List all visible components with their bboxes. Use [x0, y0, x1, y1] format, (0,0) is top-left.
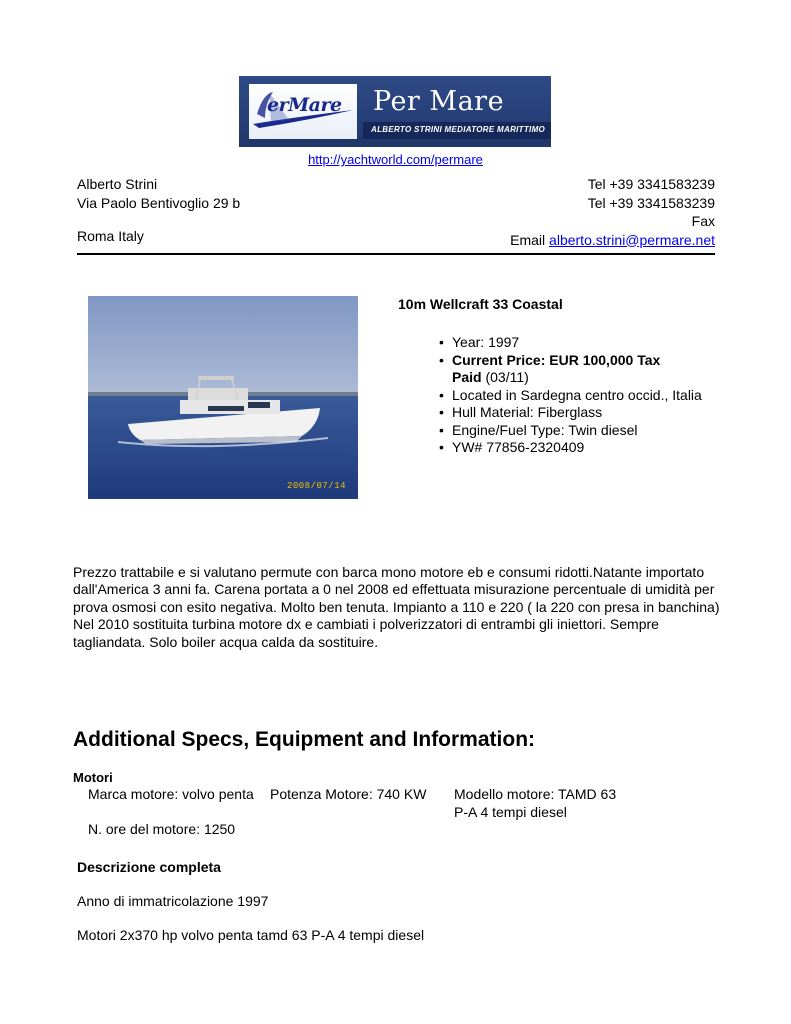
contact-email-line — [510, 231, 715, 250]
listing-title: 10m Wellcraft 33 Coastal — [398, 296, 563, 312]
contact-address — [77, 175, 240, 246]
logo-subtitle: ALBERTO STRINI MEDIATORE MARITTIMO — [371, 125, 546, 134]
website-line — [0, 152, 791, 167]
spec-hull: • Hull Material: Fiberglass — [439, 404, 719, 422]
boat-image — [88, 296, 358, 499]
spec-price: • Current Price: EUR 100,000 Tax Paid (03/11) — [439, 352, 719, 387]
boat-photo — [88, 296, 358, 499]
website-link[interactable]: http://yachtworld.com/permare — [308, 152, 483, 167]
logo-emblem — [249, 84, 357, 139]
anno-text: Anno di immatricolazione 1997 — [77, 893, 269, 909]
descrizione-heading: Descrizione completa — [77, 859, 221, 875]
email-label: Email — [510, 231, 546, 248]
contact-city: Roma Italy — [77, 228, 144, 244]
contact-tel-2: Tel +39 3341583239 — [587, 194, 715, 211]
motori-marca: Marca motore: volvo penta — [88, 786, 254, 802]
photo-date-stamp: 2008/07/14 — [286, 481, 346, 491]
header-divider — [77, 253, 715, 255]
spec-year: • Year: 1997 — [439, 334, 719, 352]
contact-street: Via Paolo Bentivoglio 29 b — [77, 194, 241, 211]
spec-location: • Located in Sardegna centro occid., Italia — [439, 387, 719, 405]
motori-modello: Modello motore: TAMD 63 P-A 4 tempi diesel — [454, 786, 617, 820]
company-logo — [239, 76, 551, 147]
motori-heading: Motori — [73, 770, 113, 785]
logo-title: Per Mare — [373, 86, 505, 117]
contact-name: Alberto Strini — [77, 176, 158, 192]
listing-specs — [439, 334, 719, 457]
spec-engine: • Engine/Fuel Type: Twin diesel — [439, 422, 719, 440]
additional-specs-heading: Additional Specs, Equipment and Information: — [73, 728, 536, 751]
listing-description: Prezzo trattabile e si valutano permute con barca mono motore eb e consumi ridotti.Natante importato dall'America 3 anni fa. Carena portata a 0 nel 2008 ed effettuata misurazione percentuale di umidità per prova osmosi con esito negativa. Molto ben tenuta. Impianto a 110 e 220 ( la 220 con presa in banchina) Nel 2010 sostituita turbina motore dx e cambiati i polverizzatori di entrambi gli iniettori. Sempre tagliandata. Solo boiler acqua calda da sostituire. — [73, 564, 720, 650]
logo-script: erMare — [267, 94, 342, 116]
email-link[interactable]: alberto.strini@permare.net — [549, 231, 715, 248]
motori-ore: N. ore del motore: 1250 — [88, 821, 236, 837]
contact-phones — [510, 175, 715, 249]
motori-text: Motori 2x370 hp volvo penta tamd 63 P-A 4 tempi diesel — [77, 927, 425, 943]
spec-yw: • YW# 77856-2320409 — [439, 439, 719, 457]
contact-tel-1: Tel +39 3341583239 — [587, 176, 715, 192]
contact-fax: Fax — [691, 213, 715, 229]
motori-potenza: Potenza Motore: 740 KW — [270, 786, 427, 802]
